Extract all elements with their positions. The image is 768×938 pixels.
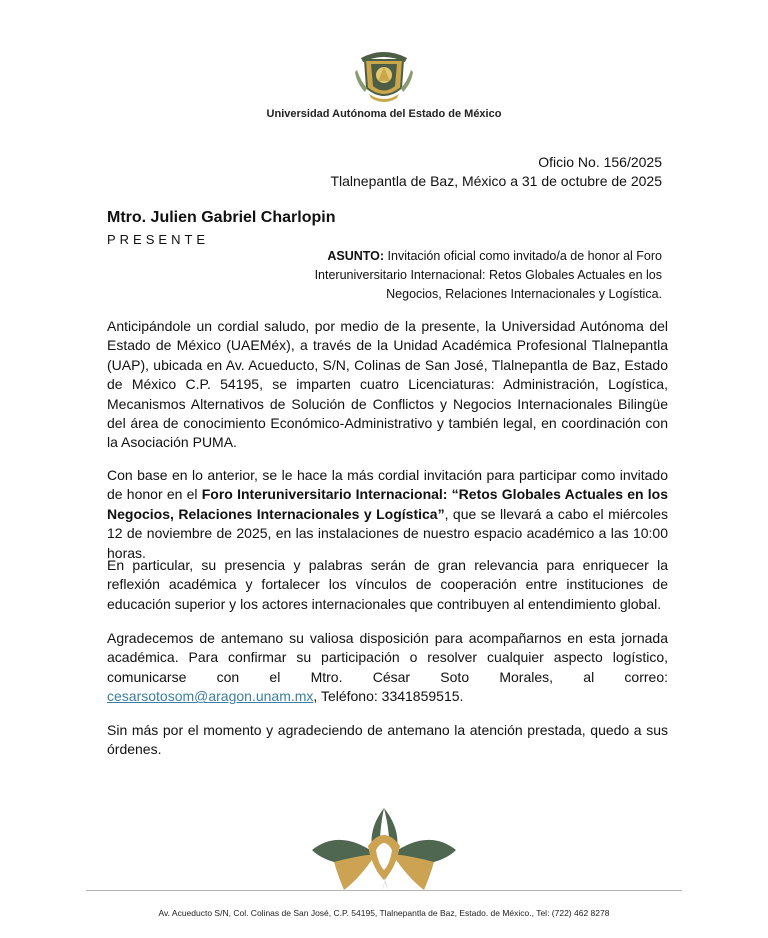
subject-text: Invitación oficial como invitado/a de honor al Foro Interuniversitario Internacional: Retos Globales Actuales en los Negocios, Relaciones Internacionales y Logística. [314,249,662,301]
footer-address: Av. Acueducto S/N, Col. Colinas de San José, C.P. 54195, Tlalnepantla de Baz, Estado. de México., Tel: (722) 462 8278 [158,908,610,918]
presente-label: PRESENTE [107,232,210,247]
body-paragraph-4 [107,629,668,707]
footer-divider [86,890,682,891]
paragraph-4-intro: Agradecemos de antemano su valiosa disposición para acompañarnos en esta jornada académica. Para confirmar su participación o resolver cualquier aspecto logístico, comunicarse con el Mtro. César Soto Morales, al correo: [107,630,668,685]
forum-title: Foro Interuniversitario Internacional: “Retos Globales Actuales en los Negocios, Relaciones Internacionales y Logística” [107,486,668,522]
paragraph-2-intro: Con base en lo anterior, se le hace la más cordial invitación para participar como invitado de honor en el [107,467,668,503]
contact-phone: , Teléfono: 3341859515. [313,688,464,705]
contact-email-link[interactable]: cesarsotosom@aragon.unam.mx [107,688,314,705]
body-paragraph-3: En particular, su presencia y palabras serán de gran relevancia para enriquecer la reflexión académica y fortalecer los vínculos de cooperación entre instituciones de educación superior y los actores internacionales que contribuyen al entendimiento global. [107,557,668,612]
university-name: Universidad Autónoma del Estado de México [266,108,502,120]
body-paragraph-5: Sin más por el momento y agradeciendo de antemano la atención prestada, quedo a sus órdenes. [107,722,668,758]
place-and-date: Tlalnepantla de Baz, México a 31 de octubre de 2025 [330,173,662,189]
subject-block [302,247,662,304]
recipient-name: Mtro. Julien Gabriel Charlopin [107,209,336,226]
leaf-logo [310,806,458,892]
body-paragraph-2 [107,466,668,563]
uaemex-crest-logo [355,48,413,104]
oficio-number: Oficio No. 156/2025 [538,154,662,170]
paragraph-2-details: , que se llevará a cabo el miércoles 12 de noviembre de 2025, en las instalaciones de nuestro espacio académico a las 10:00 horas. [107,505,668,561]
subject-label: ASUNTO: [327,249,385,263]
body-paragraph-1: Anticipándole un cordial saludo, por medio de la presente, la Universidad Autónoma del Estado de México (UAEMéx), a través de la Unidad Académica Profesional Tlalnepantla (UAP), ubicada en Av. Acueducto, S/N, Colinas de San José, Tlalnepantla de Baz, Estado de México C.P. 54195, se imparten cuatro Licenciaturas: Administración, Logística, Mecanismos Alternativos de Solución de Conflictos y Negocios Internacionales Bilingüe del área de conocimiento Económico-Administrativo y también legal, en coordinación con la Asociación PUMA. [107,318,668,451]
